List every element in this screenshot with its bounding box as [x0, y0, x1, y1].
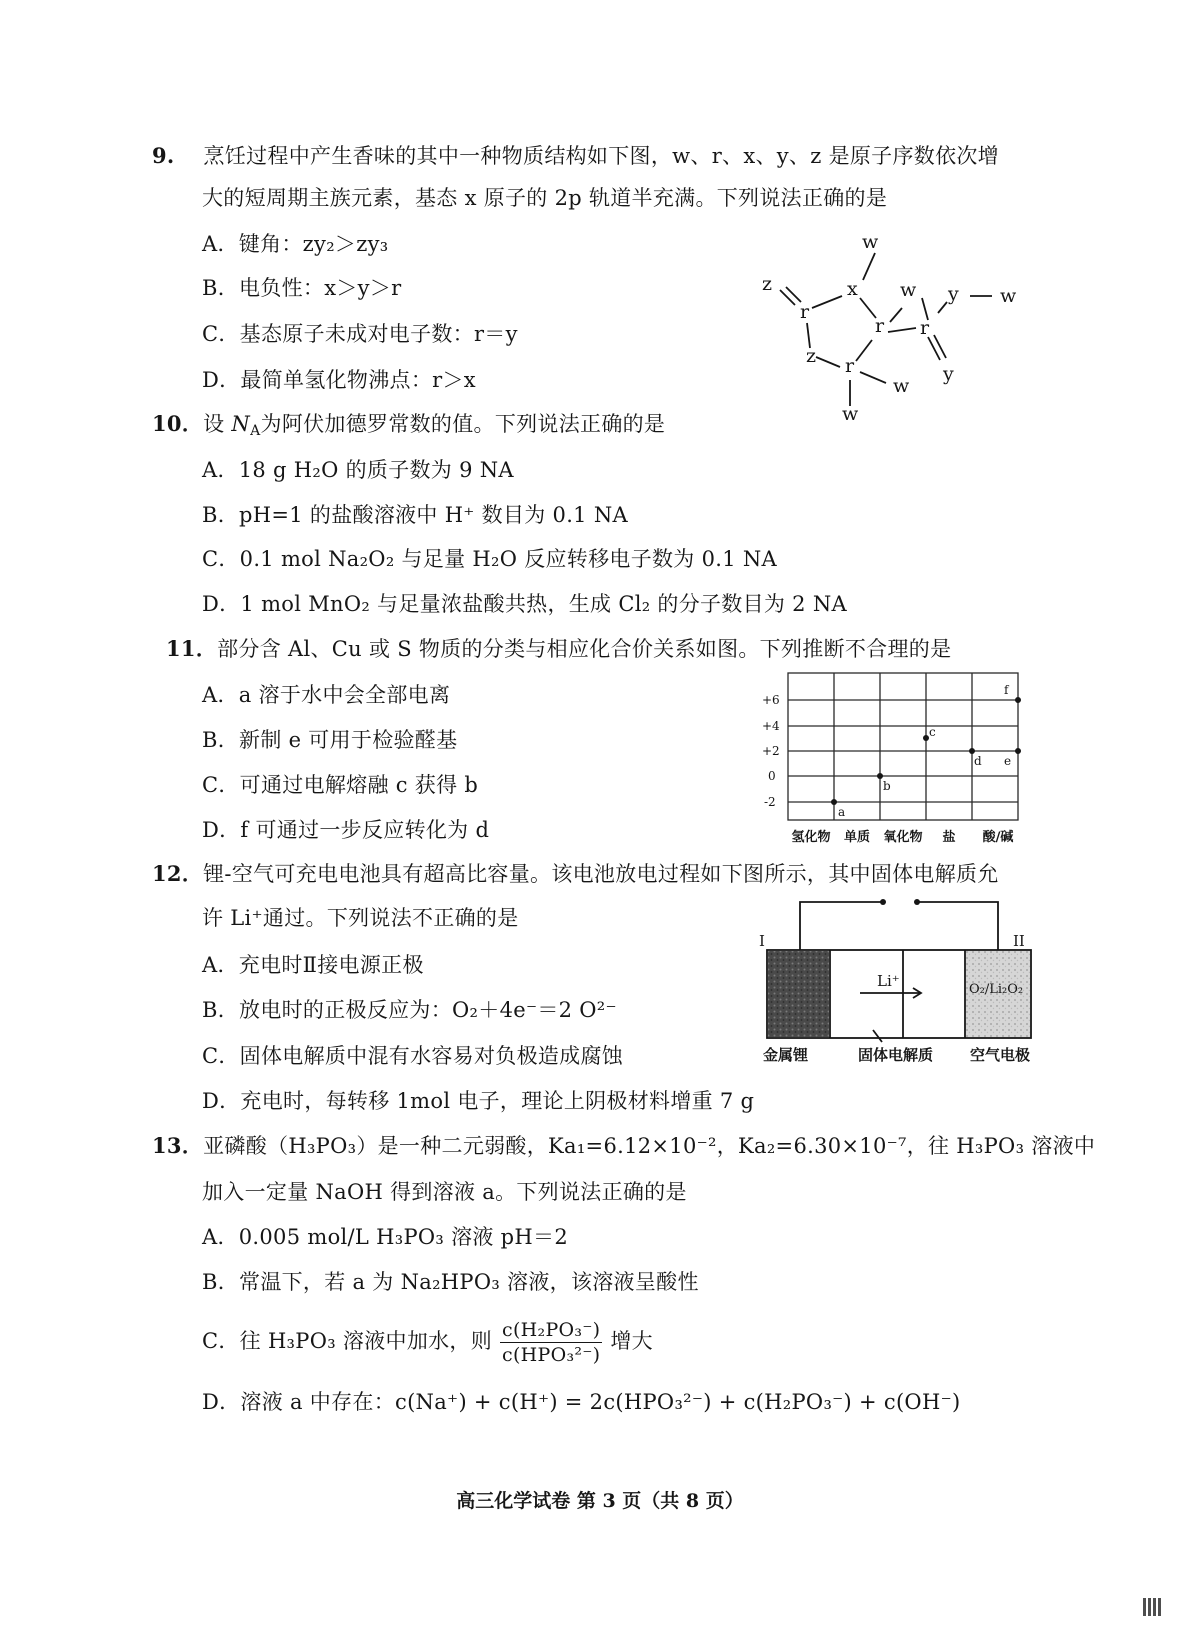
- q12-option-b: B．放电时的正极反应为：O₂＋4e⁻＝2 O²⁻: [202, 998, 617, 1022]
- y-tick-minus2: -2: [764, 795, 776, 809]
- q13-option-c-pre: C．往 H₃PO₃ 溶液中加水，则: [202, 1329, 493, 1353]
- page-footer: 高三化学试卷 第 3 页（共 8 页）: [456, 1490, 744, 1512]
- atom-y-bottom: y: [943, 363, 954, 385]
- label-I: I: [759, 932, 765, 950]
- atom-w-bottom: w: [842, 403, 859, 425]
- y-tick-0: 0: [768, 769, 776, 783]
- point-label-b: b: [883, 779, 891, 793]
- point-a: [831, 799, 837, 805]
- atom-x: x: [847, 278, 858, 300]
- q10-option-b: B．pH=1 的盐酸溶液中 H⁺ 数目为 0.1 NA: [202, 503, 628, 527]
- q9-option-c: C．基态原子未成对电子数：r＝y: [202, 322, 518, 346]
- q9-number: 9.: [152, 143, 175, 168]
- point-label-e: e: [1004, 754, 1012, 768]
- q10-stem: [152, 410, 665, 438]
- atom-z-bottom: z: [806, 345, 817, 367]
- q11-valence-chart: [758, 668, 1038, 850]
- q11-option-b: B．新制 e 可用于检验醛基: [202, 728, 458, 752]
- q9-stem-text1: 烹饪过程中产生香味的其中一种物质结构如下图，w、r、x、y、z 是原子序数依次增: [203, 144, 999, 168]
- q12-option-d: D．充电时，每转移 1mol 电子，理论上阴极材料增重 7 g: [202, 1089, 755, 1113]
- x-label-hydride: 氢化物: [791, 830, 831, 845]
- y-tick-plus2: +2: [762, 744, 780, 758]
- atom-z-left: z: [762, 273, 773, 295]
- point-label-c: c: [929, 725, 936, 739]
- q13-stem-line2: 加入一定量 NaOH 得到溶液 a。下列说法正确的是: [202, 1180, 687, 1204]
- q9-option-a: A．键角：zy₂＞zy₃: [202, 232, 389, 256]
- solid-electrolyte-label: 固体电解质: [858, 1046, 934, 1064]
- q13-stem-line1: [152, 1132, 1095, 1160]
- point-f: [1015, 697, 1021, 703]
- q9-option-d: D．最简单氢化物沸点：r＞x: [202, 368, 476, 392]
- q12-number: 12．: [152, 861, 204, 886]
- q12-battery-diagram: [755, 890, 1050, 1070]
- atom-w-top: w: [862, 231, 879, 253]
- q13-fraction-numerator: c(H₂PO₃⁻): [502, 1319, 601, 1341]
- point-e: [1015, 748, 1021, 754]
- atom-w-right-x: w: [900, 279, 917, 301]
- q13-option-d: D．溶液 a 中存在：c(Na⁺) + c(H⁺) = 2c(HPO₃²⁻) + c(H₂PO₃⁻) + c(OH⁻): [202, 1390, 961, 1414]
- q12-stem-line1: [152, 860, 999, 888]
- x-label-salt: 盐: [942, 830, 956, 845]
- label-II: II: [1013, 932, 1025, 950]
- q13-stem-text1: 亚磷酸（H₃PO₃）是一种二元弱酸，Ka₁=6.12×10⁻²，Ka₂=6.30×10⁻⁷，往 H₃PO₃ 溶液中: [203, 1134, 1096, 1158]
- x-label-element: 单质: [843, 830, 871, 845]
- q10-na: N: [231, 412, 251, 436]
- q9-molecule-diagram: [750, 230, 1050, 430]
- point-label-d: d: [974, 754, 982, 768]
- q10-number: 10．: [152, 411, 204, 436]
- q12-stem-text1: 锂-空气可充电电池具有超高比容量。该电池放电过程如下图所示，其中固体电解质允: [203, 862, 999, 886]
- q12-option-a: A．充电时Ⅱ接电源正极: [202, 953, 424, 977]
- q12-stem-line2: 许 Li⁺通过。下列说法不正确的是: [202, 906, 519, 930]
- q12-option-c: C．固体电解质中混有水容易对负极造成腐蚀: [202, 1044, 624, 1068]
- point-label-a: a: [838, 805, 846, 819]
- q11-option-c: C．可通过电解熔融 c 获得 b: [202, 773, 479, 797]
- cathode-label: O₂/Li₂O₂: [969, 982, 1024, 997]
- q11-option-d: D．f 可通过一步反应转化为 d: [202, 818, 490, 842]
- point-label-f: f: [1004, 683, 1009, 697]
- atom-r-bottom: r: [845, 355, 855, 377]
- atom-w-bottom-right: w: [893, 375, 910, 397]
- q9-option-b: B．电负性：x＞y＞r: [202, 276, 402, 300]
- q13-option-b: B．常温下，若 a 为 Na₂HPO₃ 溶液，该溶液呈酸性: [202, 1270, 699, 1294]
- y-tick-plus6: +6: [762, 693, 780, 707]
- q13-option-c-post: 增大: [610, 1329, 653, 1353]
- q9-stem-line2: 大的短周期主族元素，基态 x 原子的 2p 轨道半充满。下列说法正确的是: [202, 186, 888, 210]
- q11-stem-text: 部分含 Al、Cu 或 S 物质的分类与相应化合价关系如图。下列推断不合理的是: [217, 637, 952, 661]
- q10-option-c: C．0.1 mol Na₂O₂ 与足量 H₂O 反应转移电子数为 0.1 NA: [202, 547, 777, 571]
- atom-r-left: r: [800, 301, 810, 323]
- li-ion-label: Li⁺: [877, 972, 900, 990]
- atom-w-far-right: w: [1000, 285, 1017, 307]
- q9-stem-line1: [152, 142, 999, 170]
- lithium-metal-electrode: [768, 951, 829, 1037]
- q11-stem: [166, 635, 951, 663]
- atom-r-right: r: [920, 317, 930, 339]
- qr-code-icon: [1143, 1598, 1161, 1616]
- q10-option-a: A．18 g H₂O 的质子数为 9 NA: [202, 458, 514, 482]
- air-electrode-label: 空气电极: [970, 1046, 1031, 1064]
- q11-number: 11．: [166, 636, 218, 661]
- atom-y-top-right: y: [948, 283, 959, 305]
- metal-lithium-label: 金属锂: [763, 1046, 809, 1064]
- x-label-oxide: 氧化物: [883, 830, 923, 845]
- q11-option-a: A．a 溶于水中会全部电离: [202, 683, 451, 707]
- q10-na-sub: A: [250, 423, 261, 439]
- atom-r-center: r: [875, 315, 885, 337]
- q10-stem-pre: 设: [203, 412, 232, 436]
- q13-fraction: [500, 1318, 602, 1367]
- q13-number: 13．: [152, 1133, 204, 1158]
- q10-option-d: D．1 mol MnO₂ 与足量浓盐酸共热，生成 Cl₂ 的分子数目为 2 NA: [202, 592, 847, 616]
- y-tick-plus4: +4: [762, 719, 780, 733]
- q13-fraction-denominator: c(HPO₃²⁻): [502, 1344, 601, 1366]
- q13-option-a: A．0.005 mol/L H₃PO₃ 溶液 pH＝2: [202, 1225, 568, 1249]
- q10-stem-post: 为阿伏加德罗常数的值。下列说法正确的是: [260, 412, 666, 436]
- x-label-acid-base: 酸/碱: [982, 830, 1014, 845]
- q13-option-c: [202, 1318, 653, 1367]
